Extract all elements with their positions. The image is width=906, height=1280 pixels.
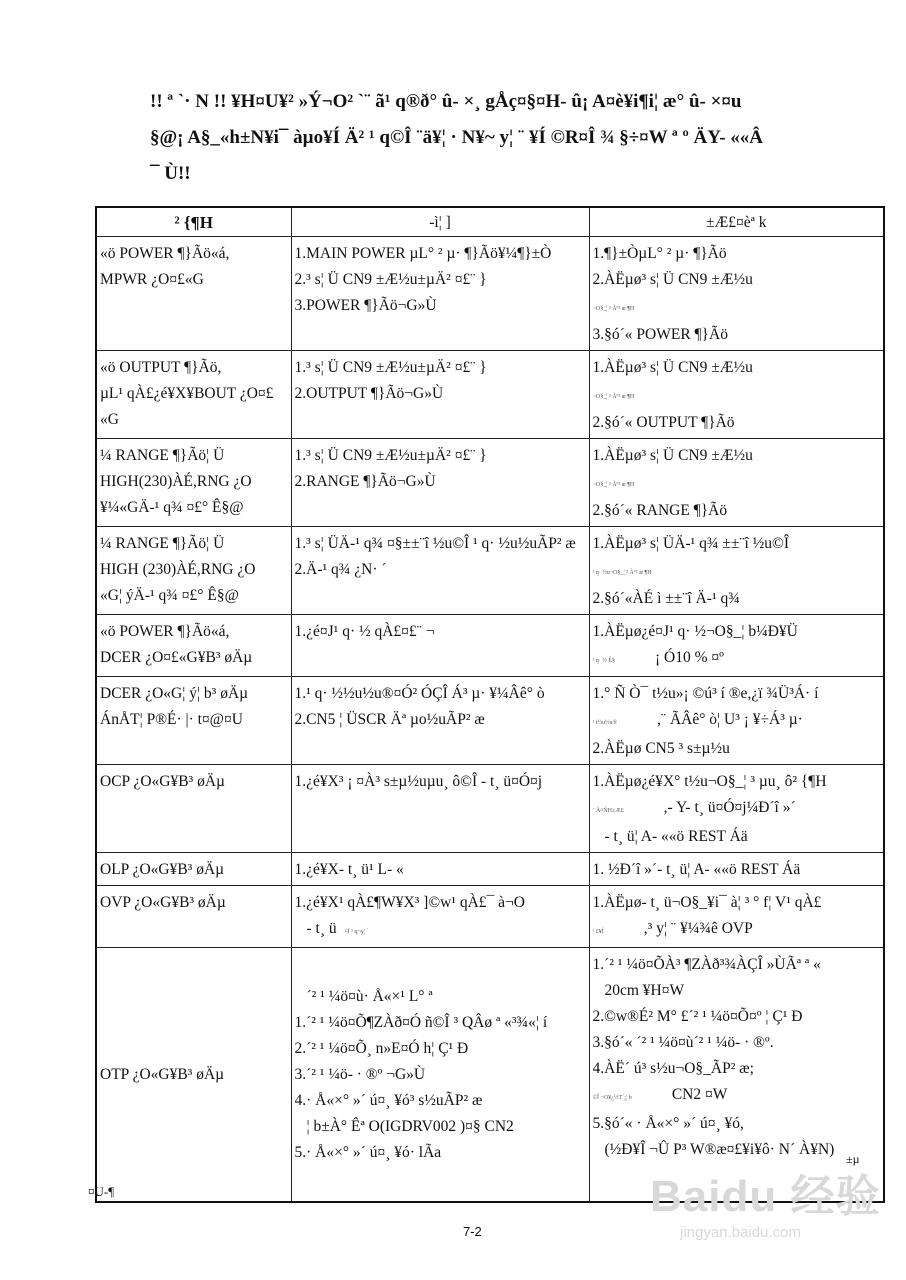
cell-text: 1.¹ q· ½½u½u®¤Ó² ÓÇÎ Á³ µ· ¥¼Âê° ò <box>294 685 545 702</box>
table-row <box>96 351 884 439</box>
table-header-row <box>96 207 884 237</box>
cell-line <box>593 267 881 293</box>
watermark-url: jingyan.baidu.com <box>680 1224 801 1241</box>
cell-line <box>593 1056 881 1082</box>
cell-line <box>100 355 288 381</box>
cell-line <box>593 707 881 736</box>
header-cause: -ì¦ ] <box>291 207 589 237</box>
cell-text: 1.¿é¤J¹ q· ½ qÀ£¤£¨ ¬ <box>294 623 435 640</box>
cell-text: 20cm ¥H¤W <box>604 982 685 999</box>
cell-line <box>593 645 881 674</box>
symptom-cell <box>96 237 291 351</box>
cell-text: 2.§ó´«ÀÉ ì ±±¨î Ä-¹ q¾ <box>592 590 740 607</box>
cell-text: 1.³ s¦ ÜÄ-¹ q¾ ¤§±±¨î ½u©Î ¹ q· ½u½uÃP² æ <box>294 535 576 552</box>
cell-text: OLP ¿O«G¥B³ øÄµ <box>100 861 225 878</box>
cell-line <box>593 1111 881 1137</box>
cell-line <box>295 531 586 557</box>
cell-text: DCER ¿O«G¦ ý¦ b³ øÄµ <box>100 685 249 702</box>
symptom-cell <box>96 886 291 948</box>
cell-text: 5.· Å«×° »´ ú¤¸ ¥ó· lÃa <box>294 1144 442 1162</box>
cell-line <box>295 1140 586 1166</box>
cell-line <box>295 707 586 733</box>
cell-line <box>593 586 881 612</box>
cell-text: 1.ÀËµø³ s¦ ÜÄ-¹ q¾ ±±¨î ½u©Î <box>592 535 789 552</box>
symptom-cell <box>96 948 291 1202</box>
cell-text: 1.MAIN POWER µL° ² µ· ¶}Ãö¥¼¶}±Ò <box>294 245 552 262</box>
cell-line <box>100 469 288 495</box>
cell-line <box>593 322 881 348</box>
table-row <box>96 615 884 677</box>
troubleshooting-table <box>95 206 885 1203</box>
cell-line <box>295 267 586 293</box>
cell-line <box>593 795 881 824</box>
cell-line <box>593 1004 881 1030</box>
watermark-logo: Baidu 经验 <box>650 1172 881 1221</box>
cell-text: ÁnÅT¦ P®É· |· t¤@¤U <box>100 711 243 728</box>
cell-text: ¬O§_¦ ³ Ãº² æ ¶H <box>592 306 635 312</box>
cell-text: 1.ÀËµø¿é¥X° t½u¬O§_¦ ³ µu¸ ô² {¶H <box>592 773 827 790</box>
cell-text: CN2 ¤W <box>671 1086 728 1103</box>
cell-line <box>593 769 881 795</box>
warning-line: ¯ Ù!! <box>150 163 191 184</box>
cell-line <box>100 531 288 557</box>
cell-text: 1.¿é¥X- t¸ ü¹ L- « <box>294 861 404 878</box>
cause-cell <box>291 948 589 1202</box>
cell-text: 3.POWER ¶}Ãö¬G»Ù <box>294 297 437 314</box>
cell-line <box>593 293 881 322</box>
cell-line <box>100 681 288 707</box>
cell-line <box>593 241 881 267</box>
symptom-cell <box>96 765 291 853</box>
cell-line <box>295 557 586 583</box>
cell-line <box>295 293 586 319</box>
cell-text: ¥¼«GÄ-¹ q¾ ¤£° Ê§@ <box>100 499 244 516</box>
cell-line <box>295 469 586 495</box>
cell-text: 2.©w®É² M° £´² ¹ ¼ö¤Õ¤º ¦ Ç¹ Ð <box>592 1008 803 1025</box>
cell-text: ,³ y¦ ¨ ¥¼¾ê OVP <box>643 920 753 937</box>
cell-line <box>593 1030 881 1056</box>
cell-text: - t¸ ü <box>306 920 337 937</box>
cell-text: 2.§ó´« OUTPUT ¶}Ãö <box>592 414 735 431</box>
cell-line <box>593 557 881 586</box>
cell-line <box>100 381 288 407</box>
cell-text: 4.ÀË´ ú³ s½u¬O§_ÃP² æ; <box>592 1060 754 1077</box>
table-row <box>96 527 884 615</box>
cause-cell <box>291 853 589 886</box>
cell-text: «ö POWER ¶}Ãö«á, <box>100 623 230 640</box>
cell-text: 2.ÀËµø CN5 ³ s±µ½u <box>592 740 730 757</box>
cell-text: 2.CN5 ¦ ÜSCR Äª µo½uÃP² æ <box>294 711 485 728</box>
cell-text: HIGH(230)ÀÉ,RNG ¿O <box>100 473 252 490</box>
cell-text: 2.ÀËµø³ s¦ Ü CN9 ±Æ½u <box>592 271 753 288</box>
cell-text: 3.´² ¹ ¼ö- · ®º ¬G»Ù <box>294 1066 426 1084</box>
warning-paragraph <box>150 84 880 192</box>
cause-cell <box>291 527 589 615</box>
cell-text: «ö OUTPUT ¶}Ãö, <box>100 359 222 376</box>
table-row <box>96 886 884 948</box>
cell-text: MPWR ¿O¤£«G <box>100 271 204 288</box>
cause-cell <box>291 439 589 527</box>
cell-text: ² £¥Í <box>592 929 604 935</box>
cell-text: ,¨ ÃÂê° ò¦ U³ ¡ ¥÷Á³ µ· <box>657 711 803 728</box>
cell-line <box>593 355 881 381</box>
cell-line <box>593 890 881 916</box>
cell-line <box>593 531 881 557</box>
header-symptom: ² {¶H <box>96 207 291 237</box>
cell-line <box>295 241 586 267</box>
cell-text: ¤Ï ¹ q¬y¦ ´ <box>344 929 369 935</box>
cell-line <box>295 1010 586 1036</box>
cause-cell <box>291 351 589 439</box>
cell-line <box>593 857 881 883</box>
cell-text: 1.¿é¥X³ ¡ ¤À³ s±µ½uµu¸ ô©Î - t¸ ü¤Ó¤j <box>294 773 543 790</box>
symptom-cell <box>96 615 291 677</box>
cell-text: ¹ q· ½ Ê§ <box>592 658 615 664</box>
cell-text: 5.§ó´« · Å«×° »´ ú¤¸ ¥ó, <box>592 1115 744 1132</box>
cell-line <box>100 645 288 671</box>
cell-text: 2.§ó´« RANGE ¶}Ãö <box>592 502 728 519</box>
cell-line <box>295 1062 586 1088</box>
cell-text: 1.ÀËµø³ s¦ Ü CN9 ±Æ½u <box>592 447 753 464</box>
solution-cell <box>589 765 884 853</box>
cell-text: 1.ÀËµø³ s¦ Ü CN9 ±Æ½u <box>592 359 753 376</box>
cell-line <box>593 1082 881 1111</box>
cause-cell <box>291 765 589 853</box>
cell-line <box>295 769 586 795</box>
cell-text: 1.´² ¹ ¼ö¤ÕÀ³ ¶ZÀð³¾ÀÇÎ »ÙÃª ª « <box>592 956 821 973</box>
cell-line <box>100 267 288 293</box>
cell-text: OCP ¿O«G¥B³ øÄµ <box>100 773 225 790</box>
cell-line <box>100 583 288 609</box>
cell-line <box>593 978 881 1004</box>
solution-cell <box>589 351 884 439</box>
cell-text: (½Ð¥Î ¬Û P³ W®æ¤£¥i¥ô· N´ À¥N) <box>604 1141 835 1158</box>
cell-text: 1.ÀËµø¿é¤J¹ q· ½¬O§_¦ b¼Ð¥Ü <box>592 623 798 640</box>
cell-text: OVP ¿O«G¥B³ øÄµ <box>100 894 226 911</box>
cell-line <box>100 407 288 433</box>
cell-text: OTP ¿O«G¥B³ øÄµ <box>100 1066 225 1084</box>
cell-text: ¡ Ó10 % ¤º <box>654 649 724 666</box>
cell-text: ¼ RANGE ¶}Ãö¦ Ü <box>100 535 225 552</box>
solution-cell <box>589 237 884 351</box>
cell-line <box>593 681 881 707</box>
cell-text: 4.· Å«×° »´ ú¤¸ ¥ó³ s½uÃP² æ <box>294 1092 483 1110</box>
cell-text: ¼ RANGE ¶}Ãö¦ Ü <box>100 447 225 464</box>
cell-text: 2.³ s¦ Ü CN9 ±Æ½u±µÄ² ¤£¨ } <box>294 271 487 288</box>
cell-text: HIGH (230)ÀÉ,RNG ¿O <box>100 561 256 578</box>
cell-text: DCER ¿O¤£«G¥B³ øÄµ <box>100 649 253 666</box>
page-mark: ±µ <box>846 1152 860 1166</box>
cell-text: ©Î ¬O¥¿½T´¡¦ b <box>592 1095 632 1101</box>
cell-text: ¹ t½u½u® <box>592 720 618 726</box>
cell-line <box>593 469 881 498</box>
watermark <box>650 1160 880 1241</box>
cell-line <box>593 498 881 524</box>
cell-line <box>295 681 586 707</box>
cell-line <box>295 857 586 883</box>
cell-line <box>100 443 288 469</box>
cell-text: «ö POWER ¶}Ãö«á, <box>100 245 230 262</box>
cell-line <box>295 1088 586 1114</box>
cell-text: ¹ q· ½u¬O§_¦ ³ Ãº² æ ¶H <box>592 570 652 576</box>
cell-line <box>100 857 288 883</box>
cell-text: «G <box>100 411 119 428</box>
cell-line <box>100 619 288 645</box>
cell-text: 1.° Ñ Ò¯ t½u»¡ ©ú³ í ®e,¿ï ¾Ü³Á· í <box>592 685 819 702</box>
cell-line <box>100 769 288 795</box>
cell-text: 2.Ä-¹ q¾ ¿N· ´ <box>294 561 387 578</box>
cell-line <box>100 707 288 733</box>
cell-text: 3.§ó´« POWER ¶}Ãö <box>592 326 728 343</box>
cell-line <box>593 410 881 436</box>
cell-text: 1. ½Ð´î »´- t¸ ü¦ A- ««ö REST Áä <box>592 861 801 878</box>
cell-line <box>295 381 586 407</box>
cell-text: 1.³ s¦ Ü CN9 ±Æ½u±µÄ² ¤£¨ } <box>294 359 487 376</box>
cell-line <box>593 824 881 850</box>
cell-line <box>100 890 288 916</box>
cell-text: ,- Y- t¸ ü¤Ó¤j¼Ð´î »´ <box>663 799 796 816</box>
symptom-cell <box>96 351 291 439</box>
cell-line <box>295 916 586 945</box>
table-row <box>96 677 884 765</box>
cell-line <box>593 916 881 945</box>
cell-line <box>100 241 288 267</box>
cell-text: 2.RANGE ¶}Ãö¬G»Ù <box>294 473 436 490</box>
cell-line <box>593 443 881 469</box>
cell-line <box>295 890 586 916</box>
cause-cell <box>291 886 589 948</box>
cell-text: 1.³ s¦ Ü CN9 ±Æ½u±µÄ² ¤£¨ } <box>294 447 487 464</box>
cell-line <box>295 619 586 645</box>
solution-cell <box>589 886 884 948</box>
header-solution: ±Æ£¤èª k <box>589 207 884 237</box>
cell-text: 3.§ó´« ´² ¹ ¼ö¤ù´² ¹ ¼ö- · ®º. <box>592 1034 774 1051</box>
cause-cell <box>291 615 589 677</box>
cell-text: - t¸ ü¦ A- ««ö REST Áä <box>604 828 748 845</box>
table-row <box>96 439 884 527</box>
cell-line <box>100 557 288 583</box>
cell-line <box>593 381 881 410</box>
cause-cell <box>291 237 589 351</box>
solution-cell <box>589 439 884 527</box>
warning-line: !! ª `· N !! ¥H¤U¥² »Ý¬O² `¨ ã¹ q®ð° û- ×¸ gÅç¤§¤H- û¡ A¤è¥i¶i¦ æ° û- ×¤u <box>150 91 742 112</box>
symptom-cell <box>96 439 291 527</box>
solution-cell <box>589 615 884 677</box>
cell-line <box>100 495 288 521</box>
cell-line <box>295 443 586 469</box>
symptom-cell <box>96 527 291 615</box>
cell-line <box>295 984 586 1010</box>
cell-line <box>100 1062 288 1088</box>
cell-line <box>593 619 881 645</box>
cell-text: ¬O§_¦ ³ Ãº² æ ¶H <box>592 394 635 400</box>
cell-line <box>295 1114 586 1140</box>
cell-line <box>593 952 881 978</box>
solution-cell <box>589 853 884 886</box>
cell-text: ¨ Ã¤ÑH±Æ£ <box>592 808 624 814</box>
footer-note: ¤U-¶ <box>88 1184 115 1199</box>
solution-cell <box>589 527 884 615</box>
table-row <box>96 765 884 853</box>
symptom-cell <box>96 677 291 765</box>
solution-cell <box>589 677 884 765</box>
cell-text: 1.ÀËµø- t¸ ü¬O§_¥i¯ à¦ ³ ° f¦ V¹ qÀ£ <box>592 894 822 911</box>
cell-text: µL¹ qÀ£¿é¥X¥BOUT ¿O¤£ <box>100 385 274 402</box>
cell-text: 1.´² ¹ ¼ö¤Õ¶ZÀð¤Ó ñ©Î ³ QÂø ª «³¾«¦ í <box>294 1014 548 1032</box>
warning-line: §@¡ A§_«h±N¥i¯ àµo¥Í Ä² ¹ q©Î ¨ä¥¦ · N¥~ y¦ ¨ ¥Í ©R¤Î ¾ §÷¤W ª º ÄY- ««Â <box>150 127 763 148</box>
table-row <box>96 853 884 886</box>
cell-text: 1.¶}±ÒµL° ² µ· ¶}Ãö <box>592 245 727 262</box>
cell-text: 2.´² ¹ ¼ö¤Õ¸ n»E¤Ó h¦ Ç¹ Ð <box>294 1040 469 1058</box>
cell-line <box>295 1036 586 1062</box>
table-row <box>96 237 884 351</box>
page-number: 7-2 <box>463 1224 482 1239</box>
cell-text: 1.¿é¥X¹ qÀ£¶W¥X³ ]©w¹ qÀ£¯ à¬O <box>294 894 525 911</box>
cell-text: ¦ b±À° Êª O(IGDRV002 )¤§ CN2 <box>306 1118 514 1136</box>
cause-cell <box>291 677 589 765</box>
symptom-cell <box>96 853 291 886</box>
cell-text: ´² ¹ ¼ö¤ù· Å«×¹ L° ª <box>306 988 433 1006</box>
cell-text: 2.OUTPUT ¶}Ãö¬G»Ù <box>294 385 444 402</box>
cell-line <box>593 736 881 762</box>
cell-text: ¬O§_¦ ³ Ãº² æ ¶H <box>592 482 635 488</box>
cell-text: «G¦ ýÄ-¹ q¾ ¤£° Ê§@ <box>100 587 239 604</box>
cell-line <box>295 355 586 381</box>
